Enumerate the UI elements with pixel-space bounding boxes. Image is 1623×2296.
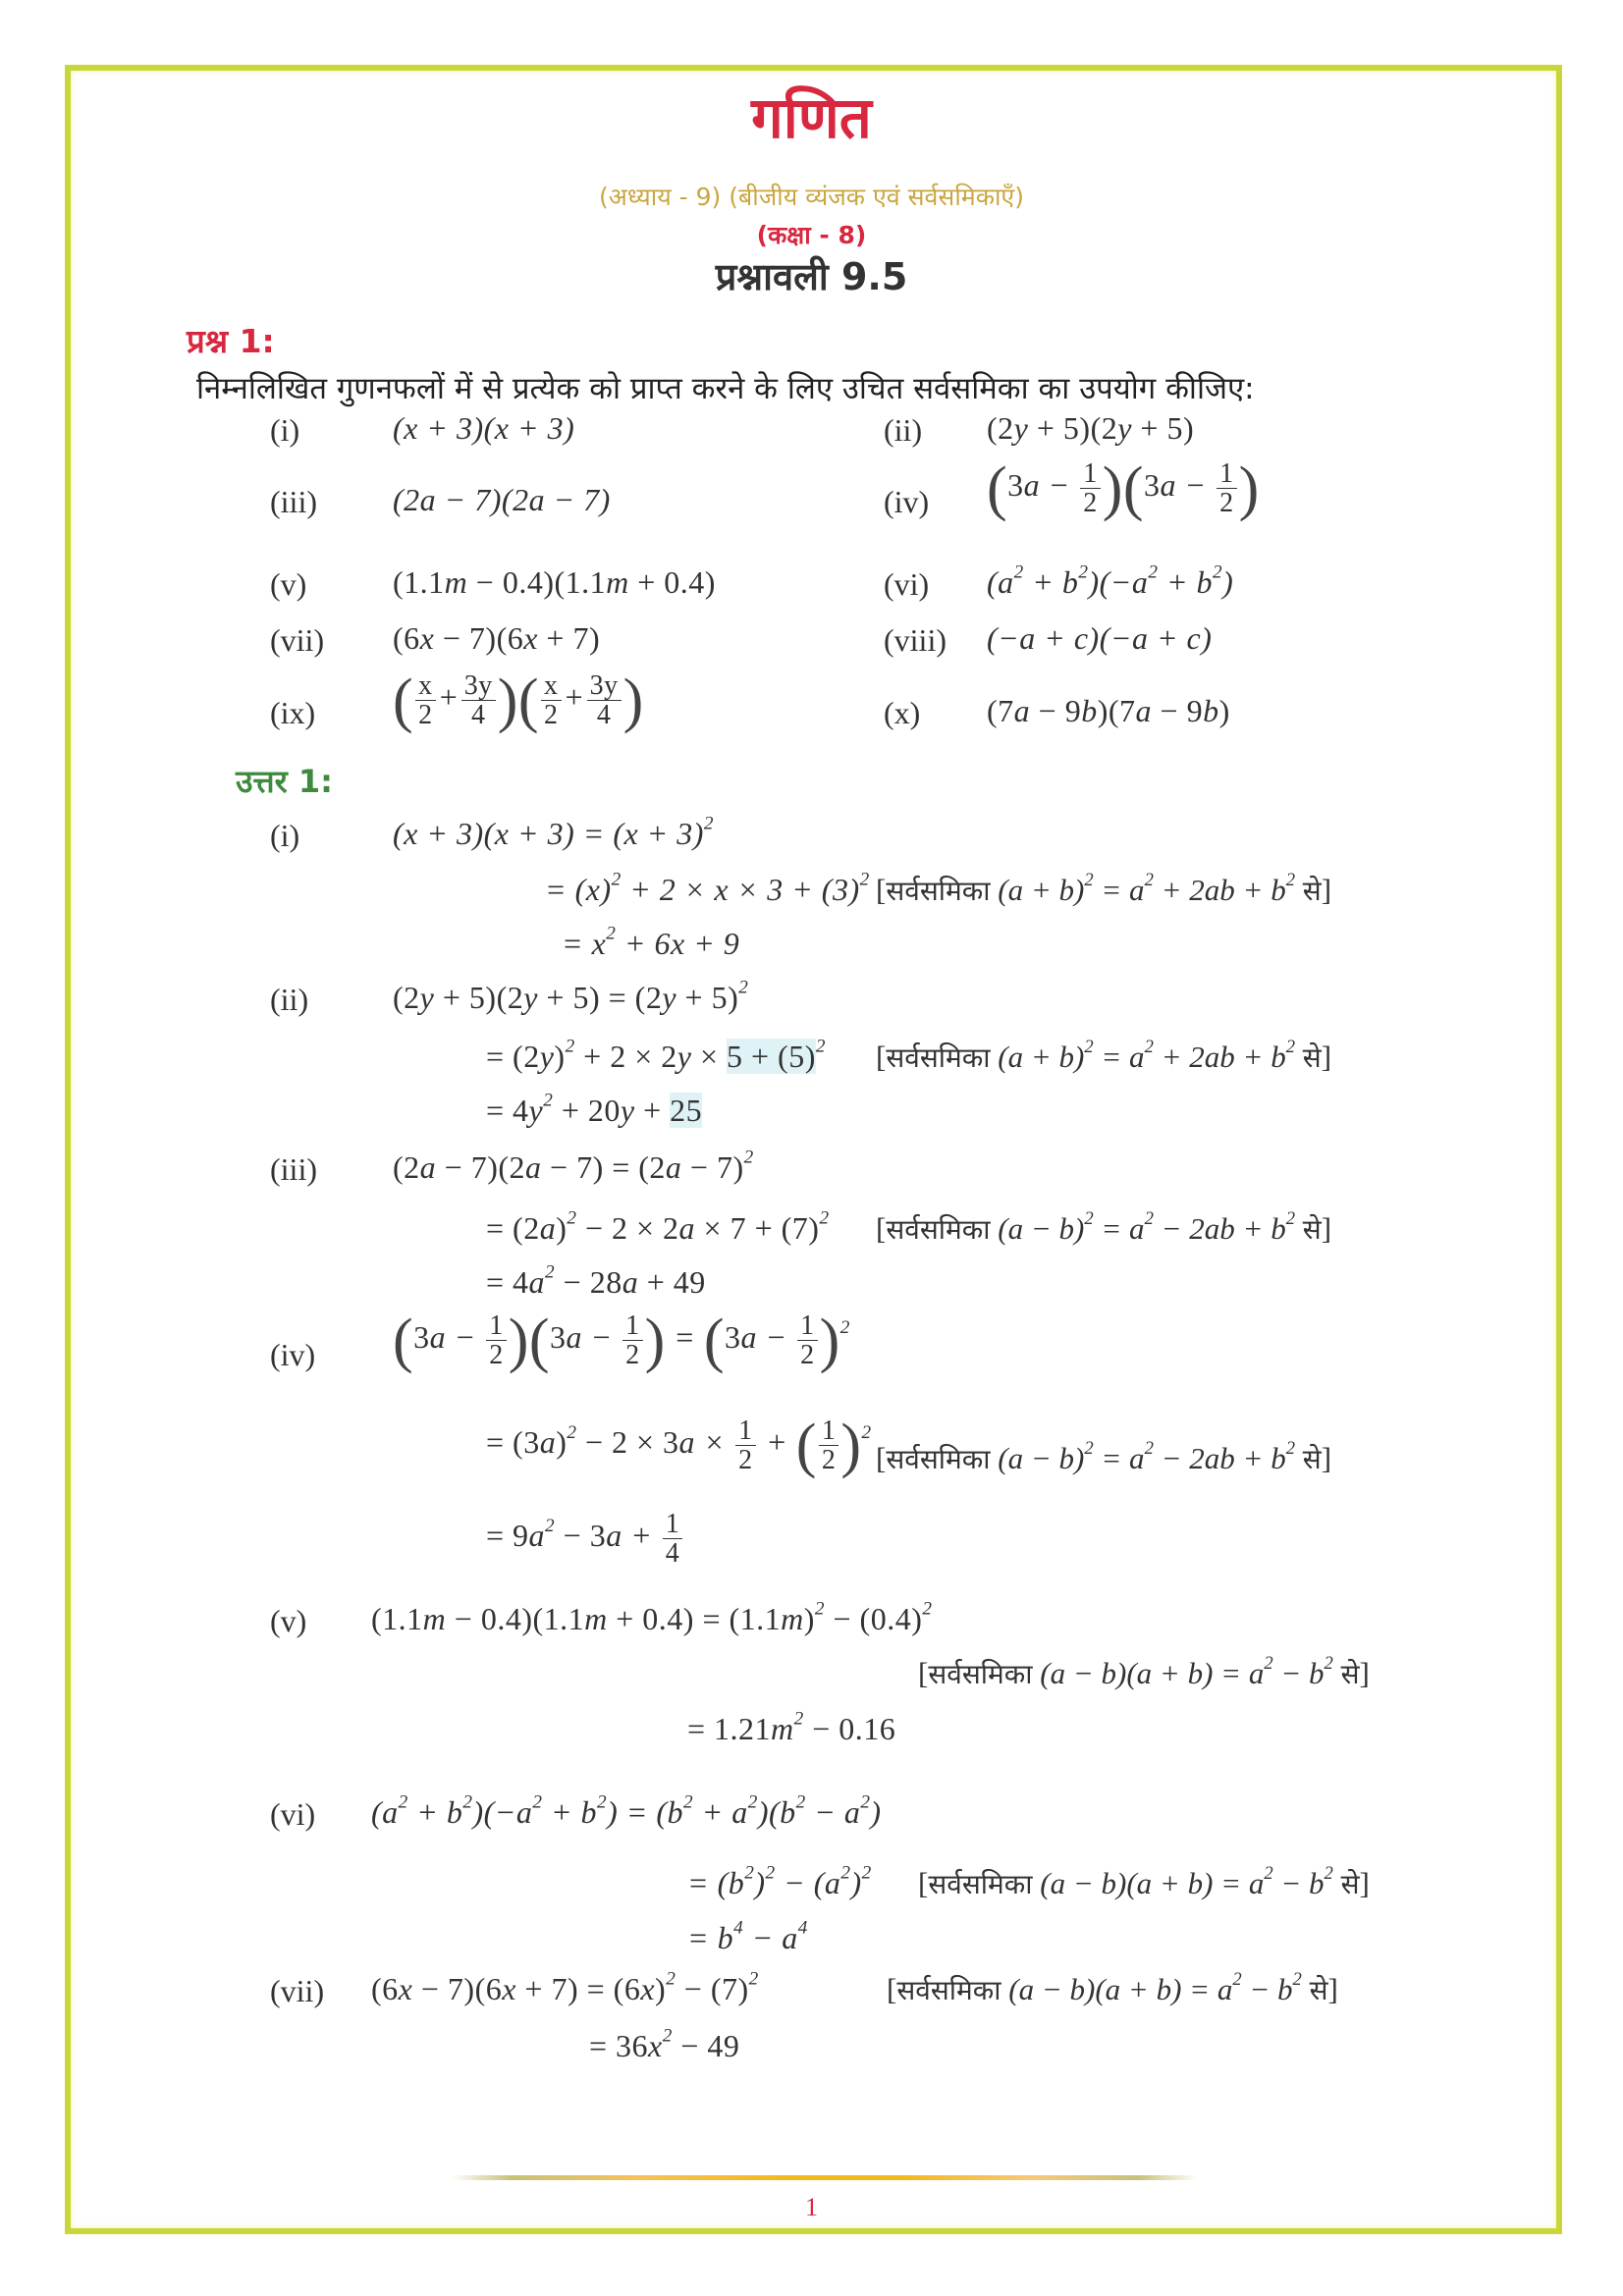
- page-number: 1: [805, 2193, 818, 2221]
- identity-reference: [सर्वसमिका $(a + b)^2 = a^2 + 2ab + b^2$ से]: [876, 1037, 1332, 1074]
- question-expression: ( $\frac{x}{2}$ + $\frac{3y}{4}$ )( $\frac{x}{2}$ + $\frac{3y}{4}$ ): [393, 667, 644, 734]
- item-number: (vi): [884, 566, 930, 602]
- question-expression: (x + 3)(x + 3): [393, 410, 575, 446]
- item-number: (iv): [884, 484, 930, 519]
- identity-reference: [सर्वसमिका $(a - b)(a + b) = a^2 - b^2$ से]: [918, 1863, 1370, 1900]
- solution-step: = $(3a)^2 - 2 \times 3a$ × $\frac{1}{2}$ + ( $\frac{1}{2}$ )$^2$: [486, 1412, 872, 1479]
- solution-step: = $1.21m^2 - 0.16$: [687, 1708, 896, 1746]
- item-number: (x): [884, 695, 921, 730]
- identity-reference: [सर्वसमिका $(a - b)(a + b) = a^2 - b^2$ से]: [918, 1653, 1370, 1690]
- solution-number: (ii): [270, 982, 309, 1017]
- solution-step: = $9a^2 - 3a$ + $\frac{1}{4}$: [486, 1510, 684, 1569]
- solution-step: = $4a^2 - 28a + 49$: [486, 1261, 706, 1300]
- class-label: (कक्षा - 8): [756, 221, 867, 249]
- question-expression: (3a − $\frac{1}{2}$ )(3a − $\frac{1}{2}$ ): [987, 454, 1260, 522]
- item-number: (i): [270, 412, 300, 448]
- solution-step: $(1.1m - 0.4)(1.1m + 0.4) = (1.1m)^2 - (0.4)^2$: [371, 1598, 933, 1636]
- solution-step: = $(x)^2 + 2 \times x \times 3 + (3)^2$: [545, 869, 870, 907]
- item-number: (viii): [884, 622, 947, 658]
- subject-title: गणित: [751, 84, 872, 151]
- item-number: (v): [270, 566, 307, 602]
- identity-reference: [सर्वसमिका $(a - b)^2 = a^2 - 2ab + b^2$ से]: [876, 1208, 1332, 1246]
- solution-step: (3a − $\frac{1}{2}$ )(3a − $\frac{1}{2}$ ) = (3a − $\frac{1}{2}$ )$^2$: [393, 1307, 850, 1374]
- question-expression: (6x − 7)(6x + 7): [393, 620, 601, 656]
- solution-step: $(2a - 7)(2a - 7) = (2a - 7)^2$: [393, 1147, 754, 1185]
- question-expression: (−a + c)(−a + c): [987, 620, 1213, 656]
- solution-number: (iv): [270, 1337, 316, 1372]
- question-expression: (2y + 5)(2y + 5): [987, 410, 1195, 446]
- item-number: (iii): [270, 484, 317, 519]
- solution-step: $(2y + 5)(2y + 5) = (2y + 5)^2$: [393, 977, 749, 1015]
- question-expression: (7a − 9b)(7a − 9b): [987, 693, 1230, 728]
- solution-step: $(6x - 7)(6x + 7) = (6x)^2 - (7)^2$: [371, 1968, 759, 2006]
- solution-step: $(x + 3)(x + 3) = (x + 3)^2$: [393, 813, 715, 851]
- solution-step: = $(b^2)^2 - (a^2)^2$: [687, 1862, 872, 1900]
- solution-step: = $(2y)^2 + 2 \times 2y \times 5 + (5)^2$: [486, 1036, 826, 1074]
- solution-step: = $x^2 + 6x + 9$: [562, 923, 740, 961]
- item-number: (ii): [884, 412, 923, 448]
- solution-number: (vi): [270, 1796, 316, 1832]
- answer-label: उत्तर 1:: [236, 763, 333, 800]
- item-number: (vii): [270, 622, 325, 658]
- question-label: प्रश्न 1:: [187, 322, 275, 360]
- question-expression: (2a − 7)(2a − 7): [393, 482, 611, 517]
- question-expression: $(a^2 + b^2)(-a^2 + b^2)$: [987, 561, 1234, 600]
- chapter-subtitle: (अध्याय - 9) (बीजीय व्यंजक एवं सर्वसमिकाएँ): [598, 183, 1025, 211]
- solution-number: (vii): [270, 1973, 325, 2008]
- solution-step: = $(2a)^2 - 2 \times 2a \times 7 + (7)^2$: [486, 1207, 830, 1246]
- solution-step: $(a^2 + b^2)(-a^2 + b^2) = (b^2 + a^2)(b^2 - a^2)$: [371, 1791, 882, 1830]
- solution-step: = $4y^2 + 20y + 25$: [486, 1090, 703, 1128]
- solution-step: = $b^4 - a^4$: [687, 1917, 808, 1955]
- footer-divider: [452, 2175, 1198, 2180]
- solution-step: = $36x^2 - 49$: [589, 2025, 740, 2063]
- solution-number: (i): [270, 818, 300, 853]
- identity-reference: [सर्वसमिका $(a - b)^2 = a^2 - 2ab + b^2$ से]: [876, 1438, 1332, 1475]
- question-instruction: निम्नलिखित गुणनफलों में से प्रत्येक को प्राप्त करने के लिए उचित सर्वसमिका का उपयोग कीजिए:: [196, 371, 1255, 406]
- solution-number: (v): [270, 1603, 307, 1638]
- identity-reference: [सर्वसमिका $(a + b)^2 = a^2 + 2ab + b^2$ से]: [876, 870, 1332, 907]
- solution-number: (iii): [270, 1151, 317, 1187]
- identity-reference: [सर्वसमिका $(a - b)(a + b) = a^2 - b^2$ से]: [887, 1969, 1338, 2006]
- item-number: (ix): [270, 695, 316, 730]
- exercise-heading: प्रश्नावली 9.5: [715, 255, 908, 298]
- question-expression: (1.1m − 0.4)(1.1m + 0.4): [393, 564, 716, 600]
